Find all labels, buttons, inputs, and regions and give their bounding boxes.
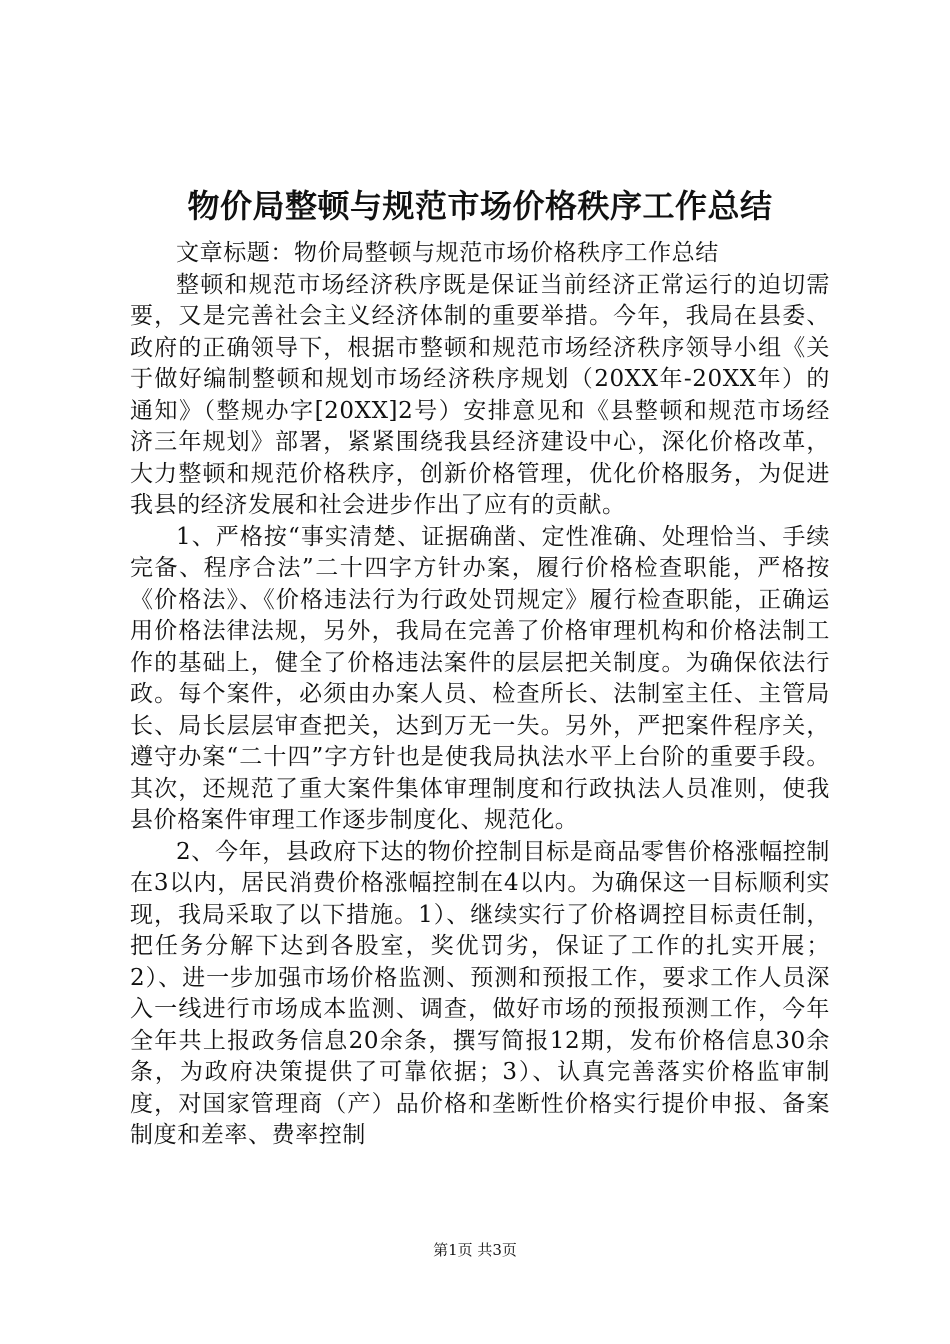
paragraph-2: 2、今年，县政府下达的物价控制目标是商品零售价格涨幅控制在3以内，居民消费价格涨幅控制在4以内。为确保这一目标顺利实现，我局采取了以下措施。1）、继续实行了价格调控目标责任制，把任务分解下达到各股室，奖优罚劣，保证了工作的扎实开展；2）、进一步加强市场价格监测、预测和预报工作，要求工作人员深入一线进行市场成本监测、调查，做好市场的预报预测工作，今年全年共上报政务信息20余条，撰写简报12期，发布价格信息30余条，为政府决策提供了可靠依据；3）、认真完善落实价格监审制度，对国家管理商（产）品价格和垄断性价格实行提价申报、备案制度和差率、费率控制 (130, 838, 830, 1148)
article-title-line: 文章标题：物价局整顿与规范市场价格秩序工作总结 (176, 240, 719, 266)
paragraph-1: 1、严格按“事实清楚、证据确凿、定性准确、处理恰当、手续完备、程序合法”二十四字方针办案，履行价格检查职能，严格按《价格法》、《价格违法行为行政处罚规定》履行检查职能，正确运用价格法律法规，另外，我局在完善了价格审理机构和价格法制工作的基础上，健全了价格违法案件的层层把关制度。为确保依法行政。每个案件，必须由办案人员、检查所长、法制室主任、主管局长、局长层层审查把关，达到万无一失。另外，严把案件程序关，遵守办案“二十四”字方针也是使我局执法水平上台阶的重要手段。其次，还规范了重大案件集体审理制度和行政执法人员准则，使我县价格案件审理工作逐步制度化、规范化。 (130, 523, 830, 833)
paragraph-intro: 整顿和规范市场经济秩序既是保证当前经济正常运行的迫切需要，又是完善社会主义经济体制的重要举措。今年，我局在县委、政府的正确领导下，根据市整顿和规范市场经济秩序领导小组《关于做好编制整顿和规划市场经济秩序规划（20XX年-20XX年）的通知》（整规办字[20XX]2号）安排意见和《县整顿和规范市场经济三年规划》部署，紧紧围绕我县经济建设中心，深化价格改革，大力整顿和规范价格秩序，创新价格管理，优化价格服务，为促进我县的经济发展和社会进步作出了应有的贡献。 (130, 271, 830, 518)
page-footer: 第1页 共3页 (433, 1241, 517, 1259)
document-body (130, 238, 830, 1152)
document-page (130, 180, 830, 1152)
document-title: 物价局整顿与规范市场价格秩序工作总结 (187, 187, 773, 225)
